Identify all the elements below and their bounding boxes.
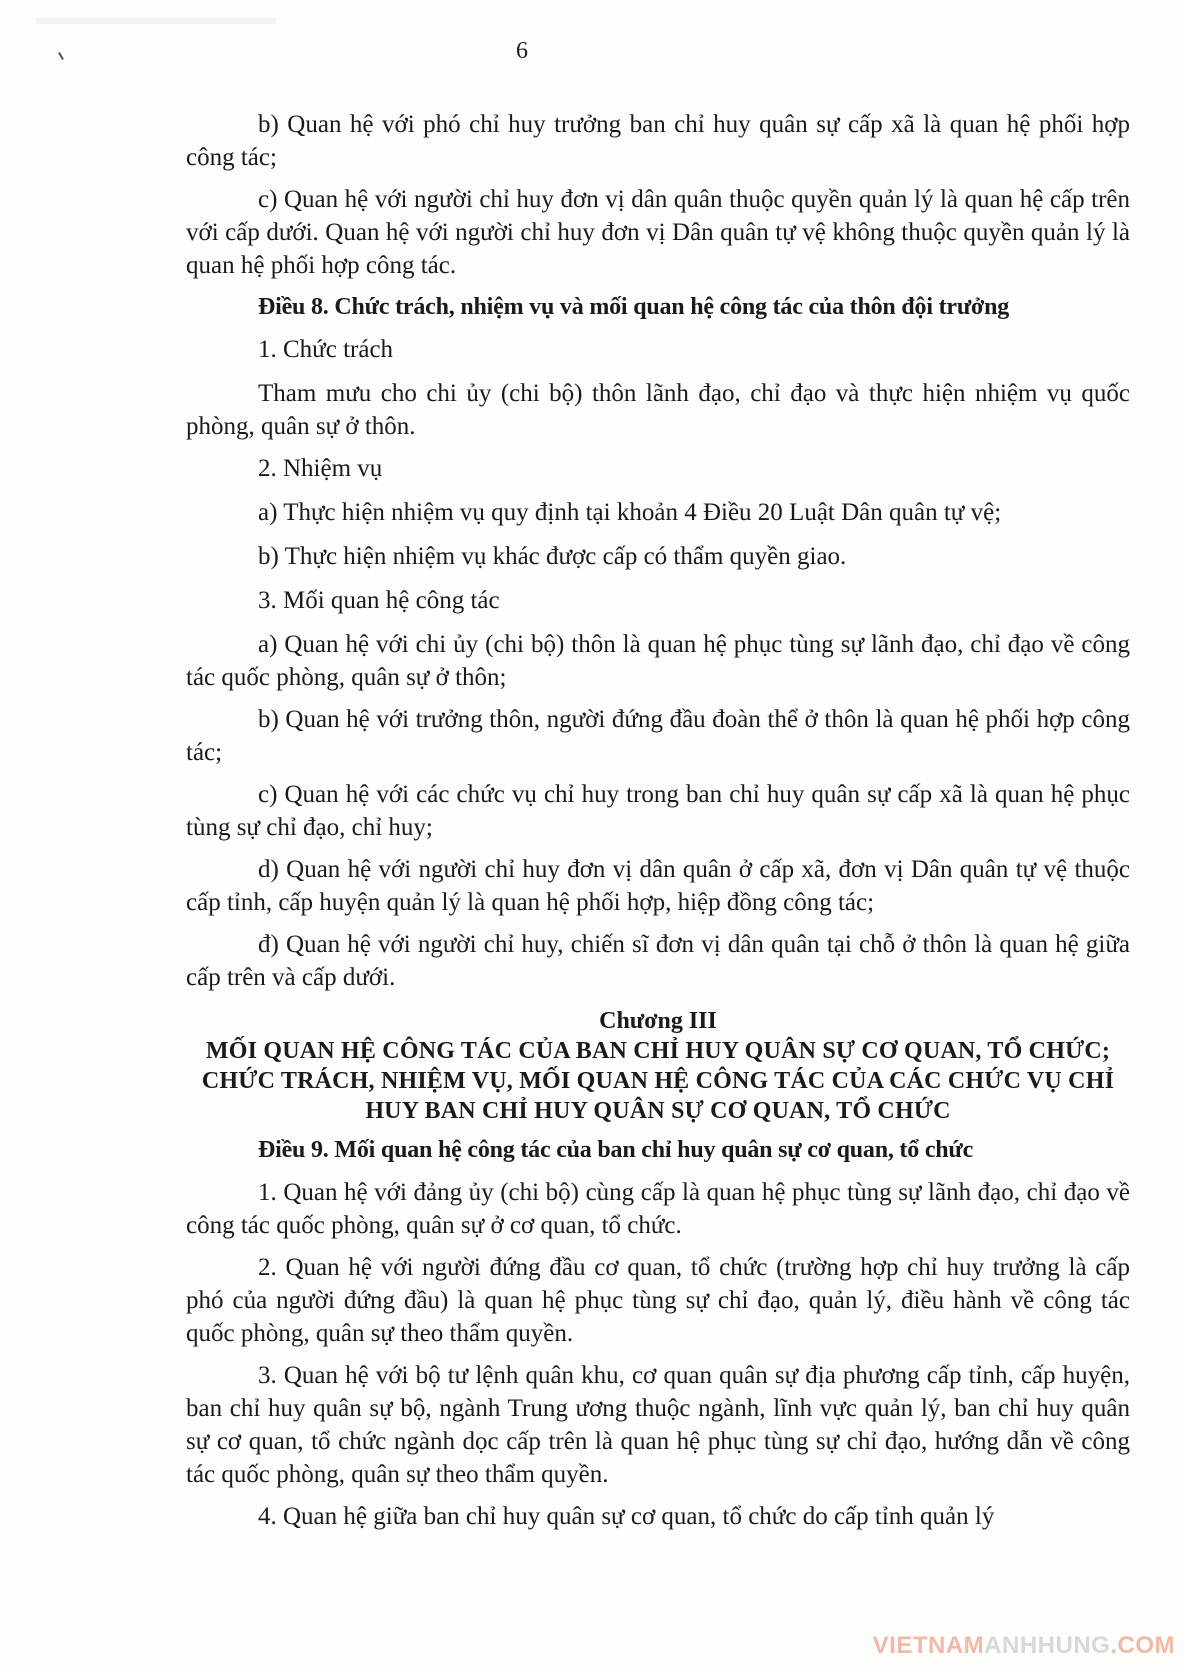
watermark-part-1: VIETNAM bbox=[872, 1632, 985, 1659]
watermark-part-2: ANHHUNG bbox=[984, 1632, 1111, 1659]
article-8-task-b: b) Thực hiện nhiệm vụ khác được cấp có thẩm quyền giao. bbox=[258, 543, 847, 570]
article-9-item-1: 1. Quan hệ với đảng ủy (chi bộ) cùng cấp là quan hệ phục tùng sự lãnh đạo, chỉ đạo về công tác quốc phòng, quân sự ở cơ quan, tổ chức. bbox=[186, 1179, 1130, 1239]
paragraph-relation-c-militia-commander: c) Quan hệ với người chỉ huy đơn vị dân quân thuộc quyền quản lý là quan hệ cấp trên với cấp dưới. Quan hệ với người chỉ huy đơn vị Dân quân tự vệ không thuộc quyền quản lý là quan hệ phối hợp công tác. bbox=[186, 186, 1130, 279]
article-8-relation-dd: đ) Quan hệ với người chỉ huy, chiến sĩ đơn vị dân quân tại chỗ ở thôn là quan hệ giữa cấp trên và cấp dưới. bbox=[186, 931, 1130, 991]
article-9-item-2: 2. Quan hệ với người đứng đầu cơ quan, tổ chức (trường hợp chỉ huy trưởng là cấp phó của người đứng đầu) là quan hệ phục tùng sự chỉ đạo, quản lý, điều hành về công tác quốc phòng, quân sự theo thẩm quyền. bbox=[186, 1254, 1130, 1347]
article-8-relation-c: c) Quan hệ với các chức vụ chỉ huy trong ban chỉ huy quân sự cấp xã là quan hệ phục tùng sự chỉ đạo, chỉ huy; bbox=[186, 781, 1130, 841]
article-8-relation-a: a) Quan hệ với chi ủy (chi bộ) thôn là quan hệ phục tùng sự lãnh đạo, chỉ đạo về công tác quốc phòng, quân sự ở thôn; bbox=[186, 631, 1130, 691]
article-8-relations-heading: 3. Mối quan hệ công tác bbox=[258, 587, 500, 614]
site-watermark bbox=[873, 1632, 1175, 1660]
scan-artifact bbox=[36, 18, 276, 24]
article-8-tasks-heading: 2. Nhiệm vụ bbox=[258, 455, 383, 482]
article-8-relation-d: d) Quan hệ với người chỉ huy đơn vị dân quân ở cấp xã, đơn vị Dân quân tự vệ thuộc cấp tỉnh, cấp huyện quản lý là quan hệ phối hợp, hiệp đồng công tác; bbox=[186, 856, 1130, 916]
article-8-relation-b: b) Quan hệ với trưởng thôn, người đứng đầu đoàn thể ở thôn là quan hệ phối hợp công tác; bbox=[186, 706, 1130, 766]
article-8-duties-text: Tham mưu cho chi ủy (chi bộ) thôn lãnh đạo, chỉ đạo và thực hiện nhiệm vụ quốc phòng, quân sự ở thôn. bbox=[186, 380, 1130, 440]
article-9-item-3: 3. Quan hệ với bộ tư lệnh quân khu, cơ quan quân sự địa phương cấp tỉnh, cấp huyện, ban chỉ huy quân sự bộ, ngành Trung ương thuộc ngành, lĩnh vực quản lý, ban chỉ huy quân sự cơ quan, tổ chức ngành dọc cấp trên là quan hệ phục tùng sự chỉ đạo, hướng dẫn về công tác quốc phòng, quân sự theo thẩm quyền. bbox=[186, 1362, 1130, 1488]
watermark-part-3: .COM bbox=[1110, 1632, 1175, 1659]
paragraph-relation-b-vice-commander: b) Quan hệ với phó chỉ huy trưởng ban chỉ huy quân sự cấp xã là quan hệ phối hợp công tác; bbox=[186, 111, 1130, 171]
chapter-3-label: Chương III bbox=[599, 1008, 717, 1034]
chapter-3-title: MỐI QUAN HỆ CÔNG TÁC CỦA BAN CHỈ HUY QUÂN SỰ CƠ QUAN, TỔ CHỨC; CHỨC TRÁCH, NHIỆM VỤ, MỐI QUAN HỆ CÔNG TÁC CỦA CÁC CHỨC VỤ CHỈ HUY BAN CHỈ HUY QUÂN SỰ CƠ QUAN, TỔ CHỨC bbox=[201, 1038, 1115, 1124]
document-body bbox=[186, 108, 1130, 1542]
article-8-title: Điều 8. Chức trách, nhiệm vụ và mối quan hệ công tác của thôn đội trưởng bbox=[258, 294, 1010, 320]
page-number: 6 bbox=[516, 38, 528, 64]
article-8-duties-heading: 1. Chức trách bbox=[258, 336, 394, 363]
article-8-task-a: a) Thực hiện nhiệm vụ quy định tại khoản 4 Điều 20 Luật Dân quân tự vệ; bbox=[258, 499, 1002, 526]
article-9-item-4: 4. Quan hệ giữa ban chỉ huy quân sự cơ quan, tổ chức do cấp tỉnh quản lý bbox=[258, 1503, 995, 1530]
article-9-title: Điều 9. Mối quan hệ công tác của ban chỉ huy quân sự cơ quan, tổ chức bbox=[258, 1137, 974, 1163]
